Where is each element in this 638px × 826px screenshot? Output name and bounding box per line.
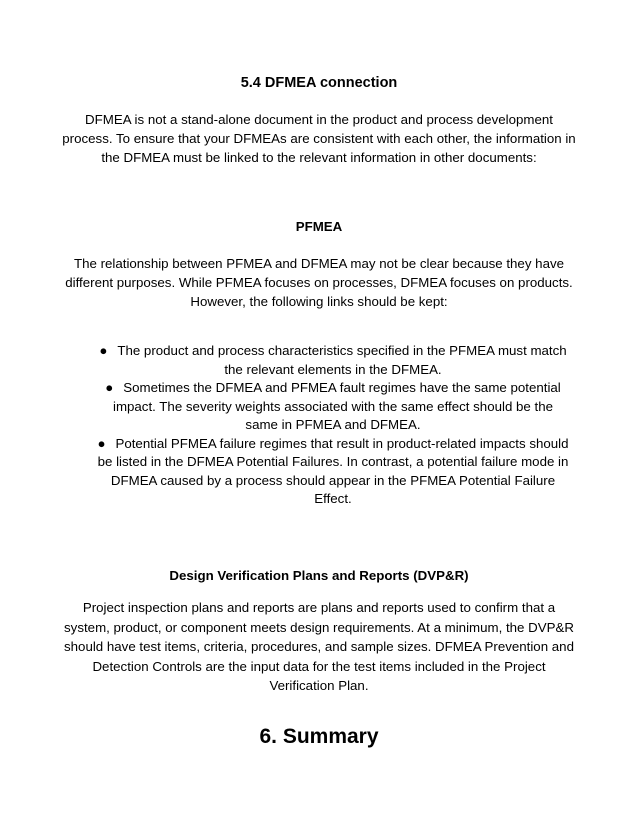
- pfmea-heading: PFMEA: [295, 219, 343, 234]
- dvp-heading: Design Verification Plans and Reports (DVP&R): [169, 568, 469, 583]
- list-item-text: Potential PFMEA failure regimes that result in product-related impacts should be listed in the DFMEA Potential Failures. In contrast, a potential failure mode in DFMEA caused by a process should appear in the PFMEA Potential Failure Effect.: [97, 435, 569, 506]
- list-item: [96, 342, 570, 379]
- section-title: 5.4 DFMEA connection: [240, 75, 398, 91]
- list-item: [96, 435, 570, 509]
- intro-paragraph: DFMEA is not a stand-alone document in the product and process development process. To ensure that your DFMEAs are consistent with each other, the information in the DFMEA must be linked to the relevant information in other documents:: [62, 112, 576, 165]
- bullet-icon: ●: [97, 435, 106, 451]
- bullet-icon: ●: [99, 343, 108, 358]
- list-item-text: The product and process characteristics specified in the PFMEA must match the relevant elements in the DFMEA.: [117, 343, 567, 377]
- bullet-icon: ●: [105, 380, 114, 395]
- pfmea-links-list: [96, 342, 570, 509]
- pfmea-paragraph: The relationship between PFMEA and DFMEA may not be clear because they have different purposes. While PFMEA focuses on processes, DFMEA focuses on products. However, the following links should be kept:: [65, 256, 573, 309]
- list-item: [96, 379, 570, 435]
- summary-heading: 6. Summary: [259, 725, 379, 748]
- list-item-text: Sometimes the DFMEA and PFMEA fault regimes have the same potential impact. The severity weights associated with the same effect should be the same in PFMEA and DFMEA.: [112, 380, 561, 432]
- dvp-paragraph: Project inspection plans and reports are plans and reports used to confirm that a system, product, or component meets design requirements. At a minimum, the DVP&R should have test items, criteria, procedures, and sample sizes. DFMEA Prevention and Detection Controls are the input data for the test items included in the Project Verification Plan.: [64, 600, 574, 693]
